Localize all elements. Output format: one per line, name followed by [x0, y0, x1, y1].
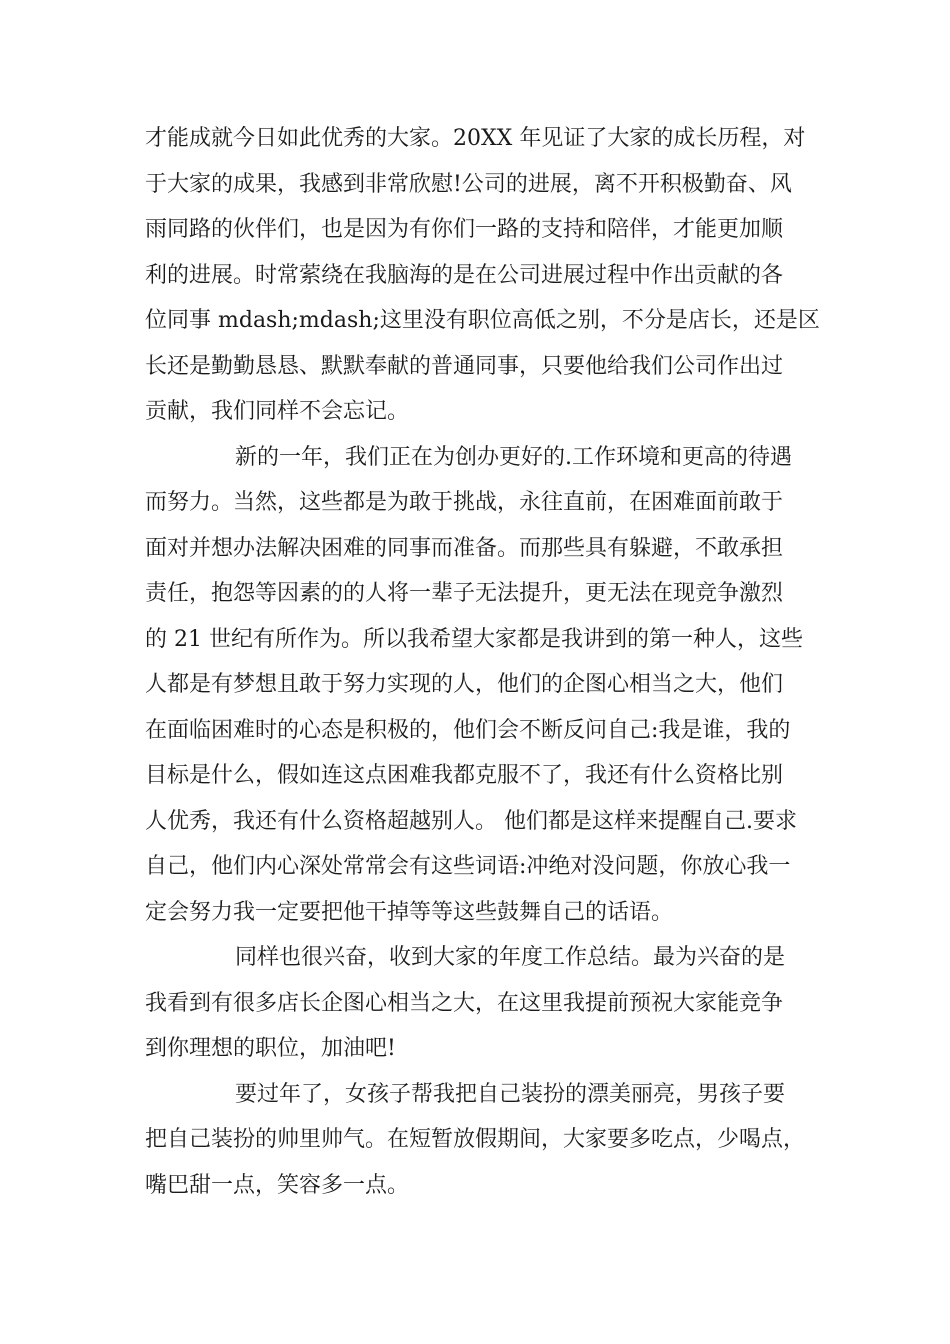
text-line: 长还是勤勤恳恳、默默奉献的普通同事，只要他给我们公司作出过 [145, 353, 784, 379]
text-line: 雨同路的伙伴们，也是因为有你们一路的支持和陪伴，才能更加顺 [145, 217, 784, 242]
text-line: 目标是什么，假如连这点困难我都克服不了，我还有什么资格比别 [145, 763, 784, 788]
text-line: 而努力。当然，这些都是为敢于挑战，永往直前，在困难面前敢于 [145, 490, 784, 515]
text-line: 自己，他们内心深处常常会有这些词语:冲绝对没问题，你放心我一 [145, 854, 791, 879]
paragraph-start-line: 新的一年，我们正在为创办更好的.工作环境和更高的待遇 [235, 444, 792, 470]
body-text [145, 116, 825, 1208]
text-line: 到你理想的职位，加油吧! [145, 1036, 396, 1061]
paragraph-start-line: 同样也很兴奋，收到大家的年度工作总结。最为兴奋的是 [235, 945, 786, 970]
text-line: 于大家的成果，我感到非常欣慰!公司的进展，离不开积极勤奋、风 [145, 171, 792, 197]
text-line: 利的进展。时常萦绕在我脑海的是在公司进展过程中作出贡献的各 [145, 262, 784, 288]
text-line: 的 21 世纪有所作为。所以我希望大家都是我讲到的第一种人，这些 [145, 626, 803, 652]
text-line: 人都是有梦想且敢于努力实现的人，他们的企图心相当之大，他们 [145, 672, 784, 697]
text-line: 在面临困难时的心态是积极的，他们会不断反问自己:我是谁，我的 [145, 717, 791, 743]
text-line: 责任，抱怨等因素的的人将一辈子无法提升，更无法在现竞争激烈 [145, 581, 784, 606]
paragraph-start-line: 要过年了，女孩子帮我把自己装扮的漂美丽亮，男孩子要 [235, 1081, 786, 1107]
text-line: 位同事 mdash;mdash;这里没有职位高低之别，不分是店长，还是区 [145, 308, 820, 333]
text-line: 面对并想办法解决困难的同事而准备。而那些具有躲避，不敢承担 [145, 535, 784, 561]
text-line: 把自己装扮的帅里帅气。在短暂放假期间，大家要多吃点，少喝点， [145, 1127, 806, 1152]
text-line: 贡献，我们同样不会忘记。 [145, 399, 410, 424]
text-line: 人优秀，我还有什么资格超越别人。 他们都是这样来提醒自己.要求 [145, 808, 797, 834]
text-line: 我看到有很多店长企图心相当之大，在这里我提前预祝大家能竞争 [145, 990, 784, 1016]
text-line: 才能成就今日如此优秀的大家。20XX 年见证了大家的成长历程，对 [145, 126, 806, 151]
text-line: 嘴巴甜一点，笑容多一点。 [145, 1172, 410, 1198]
text-line: 定会努力我一定要把他干掉等等这些鼓舞自己的话语。 [145, 899, 674, 925]
